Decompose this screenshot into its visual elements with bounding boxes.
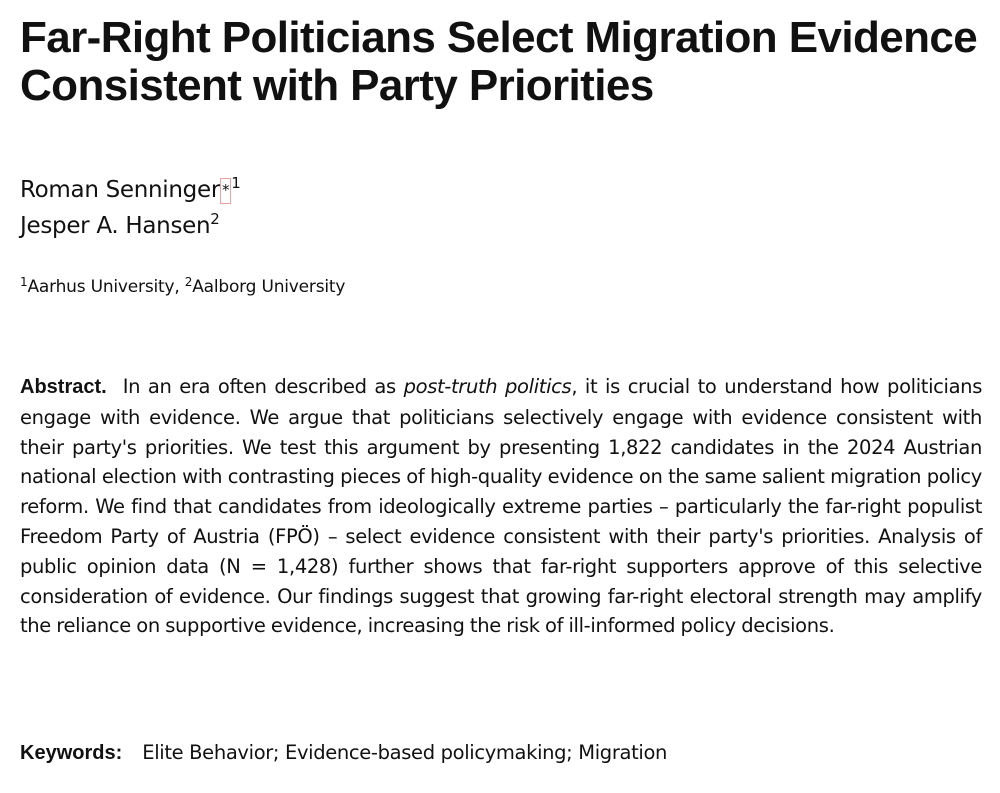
author-name: Jesper A. Hansen xyxy=(20,213,211,239)
abstract-text-start: In an era often described as xyxy=(122,375,404,398)
affiliation-mark: 1 xyxy=(231,174,241,192)
affiliation-name: Aalborg University xyxy=(192,277,346,297)
abstract-label: Abstract. xyxy=(20,376,107,398)
affiliation-name: Aarhus University xyxy=(27,277,175,297)
author-2 xyxy=(20,208,241,244)
keywords-label: Keywords: xyxy=(20,742,123,764)
author-name: Roman Senninger xyxy=(20,177,220,203)
keywords-text: Elite Behavior; Evidence-based policymaking; Migration xyxy=(142,741,668,764)
paper-title: Far-Right Politicians Select Migration Evidence Consistent with Party Priorities xyxy=(20,13,978,110)
affiliation-mark: 2 xyxy=(210,210,220,228)
affiliation-list xyxy=(20,274,345,300)
abstract-text-rest: , it is crucial to understand how politicians engage with evidence. We argue that politicians selectively engage with evidence consistent with their party's priorities. We test this argument by presenting 1,822 candidates in the 2024 Austrian national election with contrasting pieces of high-quality evidence on the same salient migration policy reform. We find that candidates from ideologically extreme parties – particularly the far-right populist Freedom Party of Austria (FPÖ) – select evidence consistent with their party's priorities. Analysis of public opinion data (N = 1,428) further shows that far-right supporters approve of this selective consideration of evidence. Our findings suggest that growing far-right electoral strength may amplify the reliance on supportive evidence, increasing the risk of ill-informed policy decisions. xyxy=(20,375,982,638)
affiliation-mark: 2 xyxy=(184,275,193,289)
abstract-emphasis: post-truth politics xyxy=(403,375,572,398)
affiliation-separator: , xyxy=(174,277,185,297)
abstract xyxy=(20,372,982,641)
author-1 xyxy=(20,172,241,208)
keywords xyxy=(20,738,667,768)
affiliation-mark: 1 xyxy=(20,275,28,289)
corresponding-author-footnote-link[interactable]: * xyxy=(220,178,231,204)
author-list xyxy=(20,172,241,244)
